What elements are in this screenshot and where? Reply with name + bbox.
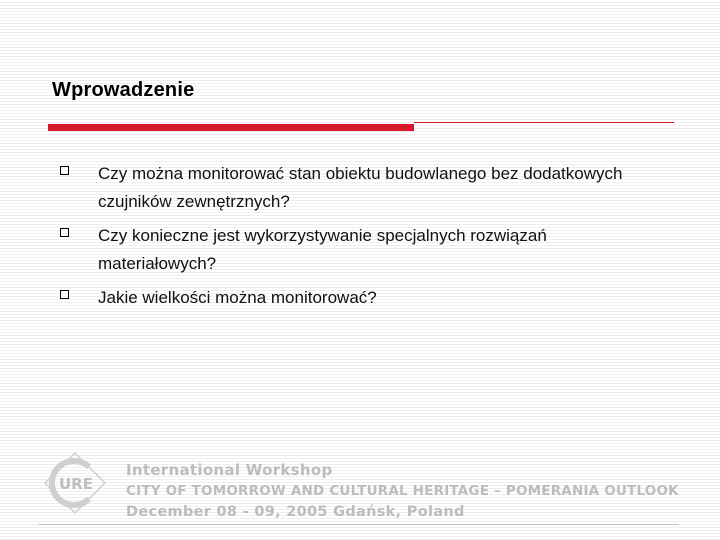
logo-text: URE bbox=[59, 475, 93, 493]
footer-divider bbox=[38, 524, 678, 525]
bullet-text: Jakie wielkości można monitorować? bbox=[98, 288, 377, 307]
footer bbox=[38, 446, 678, 530]
title-underline-line bbox=[414, 122, 674, 123]
hollow-square-icon bbox=[60, 228, 69, 237]
workshop-dates: December 08 - 09, 2005 Gdańsk, Poland bbox=[126, 504, 465, 520]
workshop-label: International Workshop bbox=[126, 461, 333, 479]
bullet-text: Czy konieczne jest wykorzystywanie specjalnych rozwiązań materiałowych? bbox=[98, 226, 547, 273]
footer-text bbox=[126, 460, 679, 522]
hollow-square-icon bbox=[60, 166, 69, 175]
cure-logo-icon bbox=[42, 450, 108, 516]
workshop-title: CITY OF TOMORROW AND CULTURAL HERITAGE – POMERANIA OUTLOOK bbox=[126, 483, 679, 499]
bullet-text: Czy można monitorować stan obiektu budowlanego bez dodatkowych czujników zewnętrznych? bbox=[98, 164, 623, 211]
title-underline-bar bbox=[48, 124, 414, 131]
hollow-square-icon bbox=[60, 290, 69, 299]
slide-title: Wprowadzenie bbox=[52, 79, 195, 101]
